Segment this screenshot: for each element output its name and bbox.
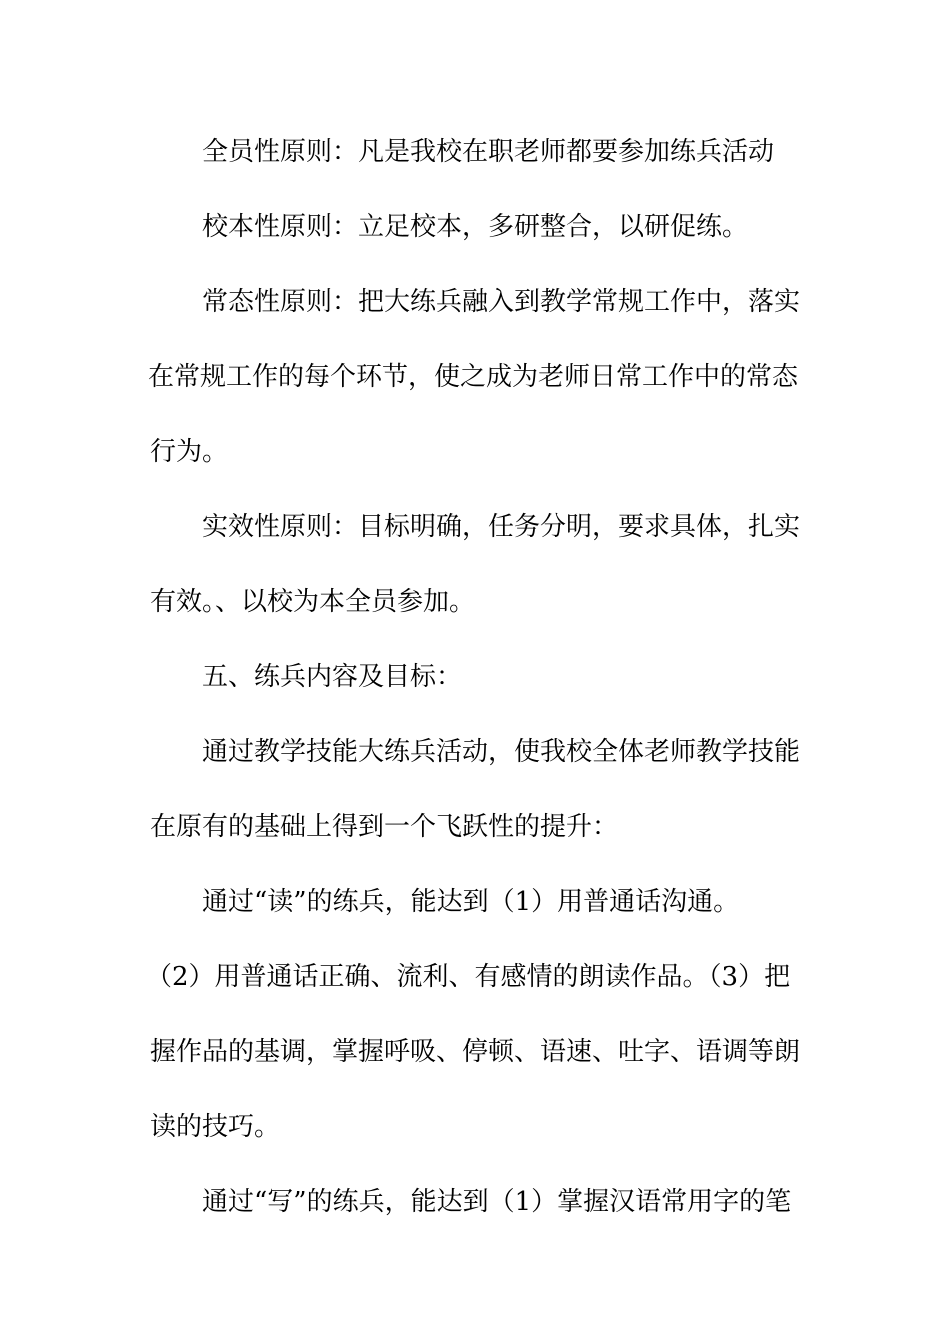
- text-line-13: 握作品的基调，掌握呼吸、停顿、语速、吐字、语调等朗: [150, 1037, 801, 1067]
- text-line-1: 全员性原则：凡是我校在职老师都要参加练兵活动: [202, 137, 775, 167]
- text-line-12: （2）用普通话正确、流利、有感情的朗读作品。（3）把: [146, 962, 791, 992]
- text-line-3: 常态性原则：把大练兵融入到教学常规工作中，落实: [202, 287, 801, 317]
- text-line-11: 通过“读”的练兵，能达到（1）用普通话沟通。: [202, 887, 740, 917]
- text-line-15: 通过“写”的练兵，能达到（1）掌握汉语常用字的笔: [202, 1187, 792, 1217]
- text-line-9: 通过教学技能大练兵活动，使我校全体老师教学技能: [202, 737, 801, 767]
- text-line-8: 五、练兵内容及目标：: [202, 662, 463, 692]
- text-line-14: 读的技巧。: [150, 1112, 281, 1142]
- text-line-6: 实效性原则：目标明确，任务分明，要求具体，扎实: [202, 512, 801, 542]
- text-line-4: 在常规工作的每个环节，使之成为老师日常工作中的常态: [148, 362, 799, 392]
- text-line-7: 有效。、以校为本全员参加。: [150, 587, 476, 617]
- text-line-5: 行为。: [150, 437, 229, 467]
- text-line-2: 校本性原则：立足校本，多研整合，以研促练。: [202, 212, 749, 242]
- text-line-10: 在原有的基础上得到一个飞跃性的提升：: [150, 812, 619, 842]
